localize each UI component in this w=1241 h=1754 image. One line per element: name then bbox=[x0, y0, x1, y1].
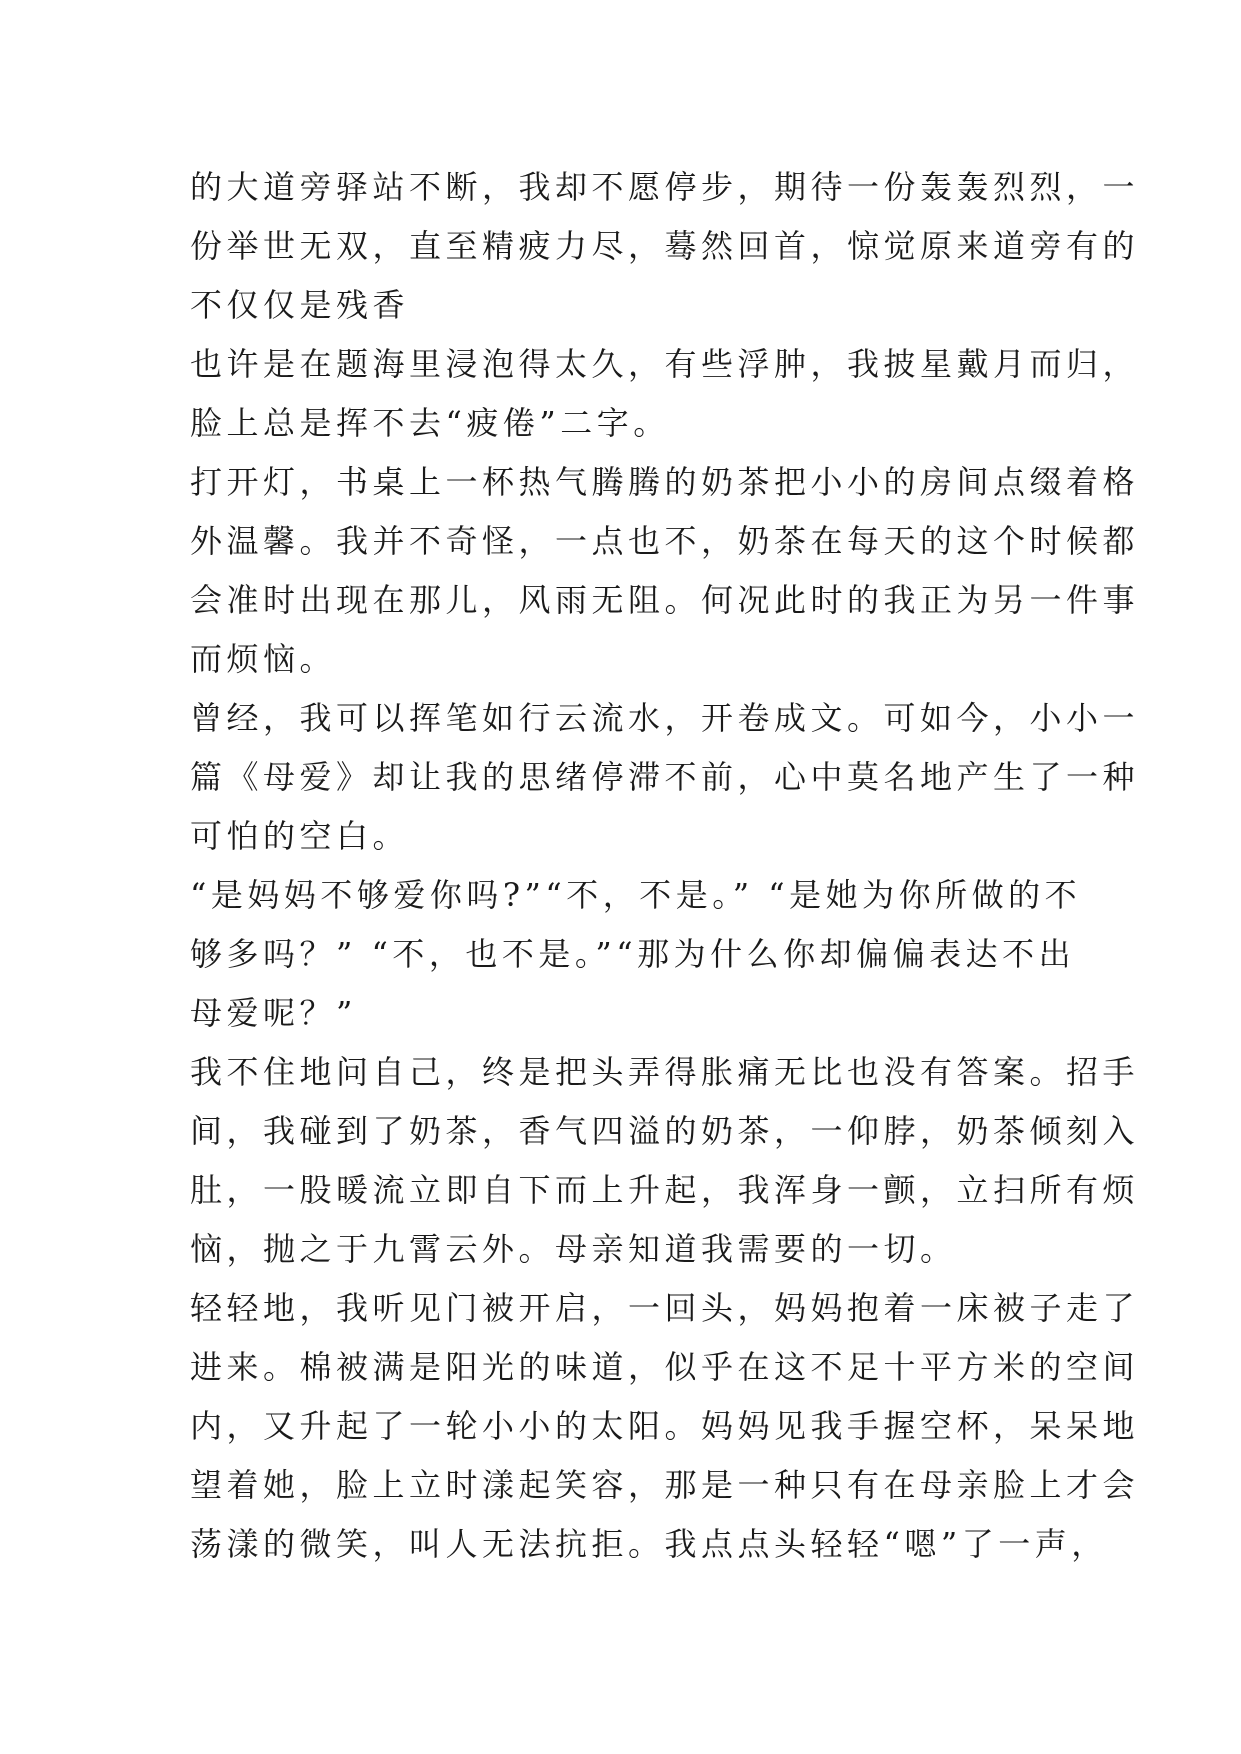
text-line: 荡漾的微笑，叫人无法抗拒。我点点头轻轻“嗯”了一声， bbox=[190, 1525, 1108, 1563]
text-line: 也许是在题海里浸泡得太久，有些浮肿，我披星戴月而归， bbox=[190, 345, 1140, 383]
text-line: 内，又升起了一轮小小的太阳。妈妈见我手握空杯，呆呆地 bbox=[190, 1407, 1140, 1445]
text-line: 母爱呢？” bbox=[190, 994, 357, 1032]
text-line: 望着她，脸上立时漾起笑容，那是一种只有在母亲脸上才会 bbox=[190, 1466, 1140, 1504]
text-line: 轻轻地，我听见门被开启，一回头，妈妈抱着一床被子走了 bbox=[190, 1289, 1140, 1327]
text-line: 而烦恼。 bbox=[190, 640, 337, 678]
text-line: 外温馨。我并不奇怪，一点也不，奶茶在每天的这个时候都 bbox=[190, 522, 1140, 560]
text-line: 可怕的空白。 bbox=[190, 817, 410, 855]
text-line: 我不住地问自己，终是把头弄得胀痛无比也没有答案。招手 bbox=[190, 1053, 1140, 1091]
text-line: 打开灯，书桌上一杯热气腾腾的奶茶把小小的房间点缀着格 bbox=[190, 463, 1140, 501]
text-line: 够多吗？” “不，也不是。”“那为什么你却偏偏表达不出 bbox=[190, 935, 1076, 973]
text-line: 不仅仅是残香 bbox=[190, 286, 410, 324]
text-line: 肚，一股暖流立即自下而上升起，我浑身一颤，立扫所有烦 bbox=[190, 1171, 1140, 1209]
document-page bbox=[190, 158, 1140, 1574]
text-line: 曾经，我可以挥笔如行云流水，开卷成文。可如今，小小一 bbox=[190, 699, 1140, 737]
text-line: 脸上总是挥不去“疲倦”二字。 bbox=[190, 404, 670, 442]
text-line: 篇《母爱》却让我的思绪停滞不前，心中莫名地产生了一种 bbox=[190, 758, 1140, 796]
text-line: “是妈妈不够爱你吗?”“不，不是。” “是她为你所做的不 bbox=[190, 876, 1082, 914]
text-line: 份举世无双，直至精疲力尽，蓦然回首，惊觉原来道旁有的 bbox=[190, 227, 1140, 265]
text-line: 恼，抛之于九霄云外。母亲知道我需要的一切。 bbox=[190, 1230, 957, 1268]
text-line: 进来。棉被满是阳光的味道，似乎在这不足十平方米的空间 bbox=[190, 1348, 1140, 1386]
text-line: 的大道旁驿站不断，我却不愿停步，期待一份轰轰烈烈，一 bbox=[190, 168, 1140, 206]
text-line: 间，我碰到了奶茶，香气四溢的奶茶，一仰脖，奶茶倾刻入 bbox=[190, 1112, 1140, 1150]
text-line: 会准时出现在那儿，风雨无阻。何况此时的我正为另一件事 bbox=[190, 581, 1140, 619]
